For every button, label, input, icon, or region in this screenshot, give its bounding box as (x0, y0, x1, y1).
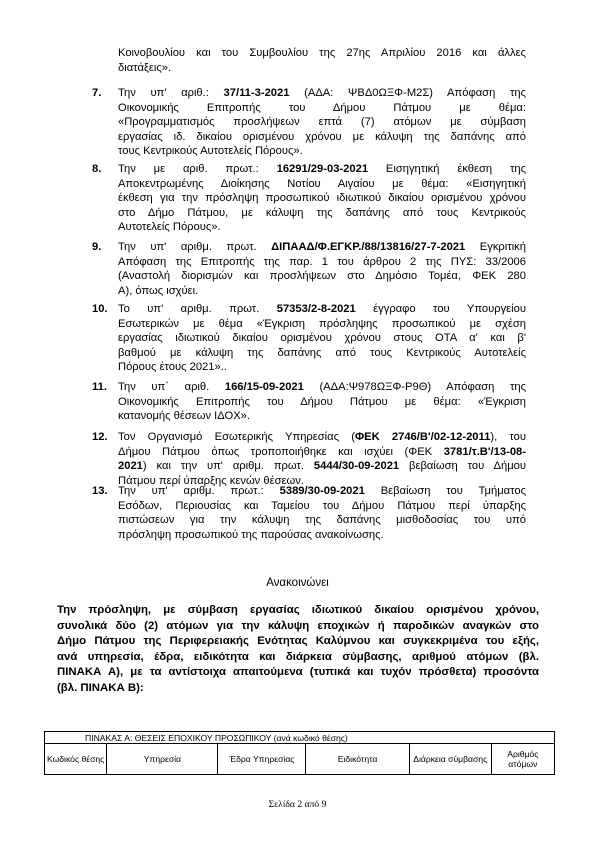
text-run: τους Κεντρικούς Αυτοτελείς Πόρους». (118, 145, 303, 157)
bold-reference: 3781/τ.Β'/13-08- (443, 445, 526, 458)
list-item-line (118, 284, 526, 299)
bold-reference: 16291/29-03-2021 (276, 163, 369, 175)
list-item-line (118, 269, 526, 284)
list-item-line (118, 101, 526, 116)
text-run: Απόφαση της Επιτροπής της παρ. 1 του άρθρου 2 της ΠΥΣ: 33/2006 (118, 255, 526, 268)
intro-line: Κοινοβουλίου και του Συμβουλίου της 27ης Απριλίου 2016 και άλλες (118, 47, 526, 59)
list-item (118, 240, 526, 298)
intro-line: διατάξεις». (118, 61, 172, 74)
bold-reference: 5444/30-09-2021 (313, 460, 400, 472)
header-cell-count: Αριθμός ατόμων (491, 744, 554, 775)
list-item-line (118, 130, 526, 145)
bold-reference: 5389/30-09-2021 (279, 485, 365, 497)
list-item-line (118, 162, 526, 177)
list-item-line (118, 528, 526, 543)
list-item (118, 302, 526, 375)
list-item-line (118, 144, 526, 159)
header-cell-service: Υπηρεσία (107, 744, 218, 775)
list-item-line (118, 445, 526, 460)
text-run: κατανομής θέσεων ΙΔΟΧ». (118, 410, 251, 422)
announce-title: Ανακοινώνει (266, 577, 329, 589)
list-item (118, 380, 526, 424)
text-run: βαθμού με κάλυψη της δαπάνης από τους Κεντρικούς Αυτοτελείς (118, 346, 526, 359)
list-item-line (118, 240, 526, 255)
list-item-line (118, 317, 526, 332)
text-run: πρόσληψη προσωπικού της παρούσας ανακοίνωσης. (118, 528, 384, 541)
table-header-row (45, 744, 555, 775)
list-item-line (118, 206, 526, 221)
list-item-line (118, 459, 526, 474)
text-run: Τον Οργανισμό Εσωτερικής Υπηρεσίας ( (118, 431, 355, 443)
text-run: Πάτμου περί ύπαρξης κενών θέσεων. (118, 474, 304, 487)
text-run: Αυτοτελείς Πόρους». (118, 221, 221, 233)
text-run: βεβαίωση του Δήμου (399, 460, 526, 472)
header-cell-code: Κωδικός θέσης (45, 744, 107, 775)
text-run: Την υπ' αριθμ. πρωτ.: (118, 485, 280, 497)
bold-reference: 166/15-09-2021 (224, 381, 304, 393)
text-run: Εισηγητική έκθεση της (368, 163, 527, 175)
announce-line: ΠΙΝΑΚΑ Α), με τα αντίστοιχα απαιτούμενα (τυπικά και τυχόν πρόσθετα) προσόντα (57, 666, 539, 678)
list-item (118, 430, 526, 488)
bold-reference: 57353/2-8-2021 (276, 303, 356, 315)
bold-reference: ΦΕΚ 2746/Β'/02-12-2011 (354, 431, 491, 443)
table-caption-row (45, 732, 555, 744)
list-item-line (118, 177, 526, 192)
text-run: Την υπ' αριθμ. πρωτ. (118, 241, 272, 253)
bold-reference: 2021 (118, 460, 143, 472)
text-run: Βεβαίωση του Τμήματος (364, 485, 526, 497)
list-item-line (118, 86, 526, 101)
list-item-number: 9. (92, 241, 102, 253)
list-item-line (118, 430, 526, 445)
list-item-line (118, 360, 526, 375)
text-run: πιστώσεων για την κάλυψη της δαπάνης μισθοδοσίας του υπό (118, 514, 526, 526)
positions-table (44, 731, 555, 775)
list-item-line (118, 380, 526, 395)
text-run: έκθεση για την πρόσληψη προσωπικού ιδιωτικού δικαίου ορισμένου χρόνου (118, 192, 526, 204)
text-run: Εσόδων, Περιουσίας και Ταμείου του Δήμου Πάτμου περί ύπαρξης (118, 499, 526, 512)
text-run: Οικονομικής Επιτροπής του Δήμου Πάτμου με θέμα: «Έγκριση (118, 395, 526, 408)
page-footer: Σελίδα 2 από 9 (268, 799, 327, 810)
text-run: Δήμου Πάτμου όπως τροποποιήθηκε και ισχύει (ΦΕΚ (118, 445, 444, 458)
list-item-number: 13. (92, 485, 108, 497)
text-run: Την με αριθ. πρωτ.: (118, 163, 277, 175)
announce-line: ανά υπηρεσία, έδρα, ειδικότητα και διάρκεια σύμβασης, αριθμού ατόμων (βλ. (57, 650, 539, 663)
text-run: «Προγραμματισμός προσλήψεων επτά (7) ατόμων με σύμβαση (118, 116, 526, 128)
text-run: εργασίας ιδ. δικαίου ορισμένου χρόνου με κάλυψη της δαπάνης από (118, 130, 526, 143)
text-run: Το υπ' αριθμ. πρωτ. (118, 303, 277, 315)
list-item-line (118, 395, 526, 410)
intro-paragraph (118, 46, 526, 75)
list-item (118, 86, 526, 159)
text-run: Εγκριτική (465, 241, 526, 253)
list-item-line (118, 499, 526, 514)
text-run: (Αναστολή διορισμών και προσλήψεων στο Δημόσιο Τομέα, ΦΕΚ 280 (118, 270, 526, 282)
list-item (118, 162, 526, 235)
list-item-line (118, 513, 526, 528)
bold-reference: 37/11-3-2021 (223, 87, 290, 99)
text-run: έγγραφο του Υπουργείου (355, 303, 526, 315)
text-run: ), του (490, 431, 526, 443)
list-item-line (118, 220, 526, 235)
list-item-line (118, 331, 526, 346)
text-run: εργασίας ιδιωτικού δικαίου ορισμένου χρόνου στους ΟΤΑ α' και β' (118, 332, 526, 344)
announce-line: συνολικά δύο (2) ατόμων για την κάλυψη εποχικών ή παροδικών αναγκών στο (57, 619, 539, 632)
text-run: Πόρους έτους 2021».. (118, 361, 227, 373)
list-item-number: 8. (92, 163, 102, 175)
text-run: Την υπ' αριθ.: (118, 87, 224, 99)
text-run: ) και την υπ' αριθμ. πρωτ. (142, 460, 314, 472)
list-item-number: 11. (92, 381, 107, 393)
list-item-line (118, 302, 526, 317)
text-run: (ΑΔΑ: ΨΒΔ0ΩΞΦ-Μ2Σ) Απόφαση της (289, 87, 526, 99)
table-caption: ΠΙΝΑΚΑΣ Α: ΘΕΣΕΙΣ ΕΠΟΧΙΚΟΥ ΠΡΟΣΩΠΙΚΟΥ (ανά κωδικό θέσης) (45, 732, 555, 744)
list-item-number: 10. (92, 303, 108, 315)
announce-line: Την πρόσληψη, με σύμβαση εργασίας ιδιωτικού δικαίου ορισμένου χρόνου, (57, 604, 539, 616)
list-item-line (118, 255, 526, 270)
list-item-line (118, 346, 526, 361)
list-item-line (118, 191, 526, 206)
text-run: Εσωτερικών με θέμα «Έγκριση πρόσληψης προσωπικού με σχέση (118, 317, 526, 330)
list-item-line (118, 115, 526, 130)
text-run: Οικονομικής Επιτροπής του Δήμου Πάτμου με θέμα: (118, 101, 526, 114)
text-run: Αποκεντρωμένης Διοίκησης Νοτίου Αιγαίου με θέμα: «Εισηγητική (118, 177, 526, 190)
list-item-line (118, 409, 526, 424)
header-cell-duration: Διάρκεια σύμβασης (409, 744, 491, 775)
text-run: (ΑΔΑ:Ψ978ΩΞΦ-Ρ9Θ) Απόφαση της (303, 381, 526, 393)
announce-line: Δήμο Πάτμου της Περιφερειακής Ενότητας Καλύμνου και συγκεκριμένα του εξής, (57, 635, 539, 647)
header-cell-specialty: Ειδικότητα (306, 744, 409, 775)
bold-reference: ΔΙΠΑΑΔ/Φ.ΕΓΚΡ./88/13816/27-7-2021 (271, 241, 466, 253)
announce-paragraph (57, 603, 539, 696)
list-item-line (118, 484, 526, 499)
announce-line: (βλ. ΠΙΝΑΚΑ Β): (57, 681, 144, 694)
list-item-number: 12. (92, 431, 108, 443)
text-run: Την υπ΄ αριθ. (118, 381, 225, 393)
text-run: στο Δήμο Πάτμου, με κάλυψη της δαπάνης από τους Κεντρικούς (118, 206, 526, 219)
list-item-number: 7. (92, 87, 102, 99)
text-run: Α), όπως ισχύει. (118, 284, 199, 297)
list-item (118, 484, 526, 542)
header-cell-seat: Έδρα Υπηρεσίας (218, 744, 306, 775)
